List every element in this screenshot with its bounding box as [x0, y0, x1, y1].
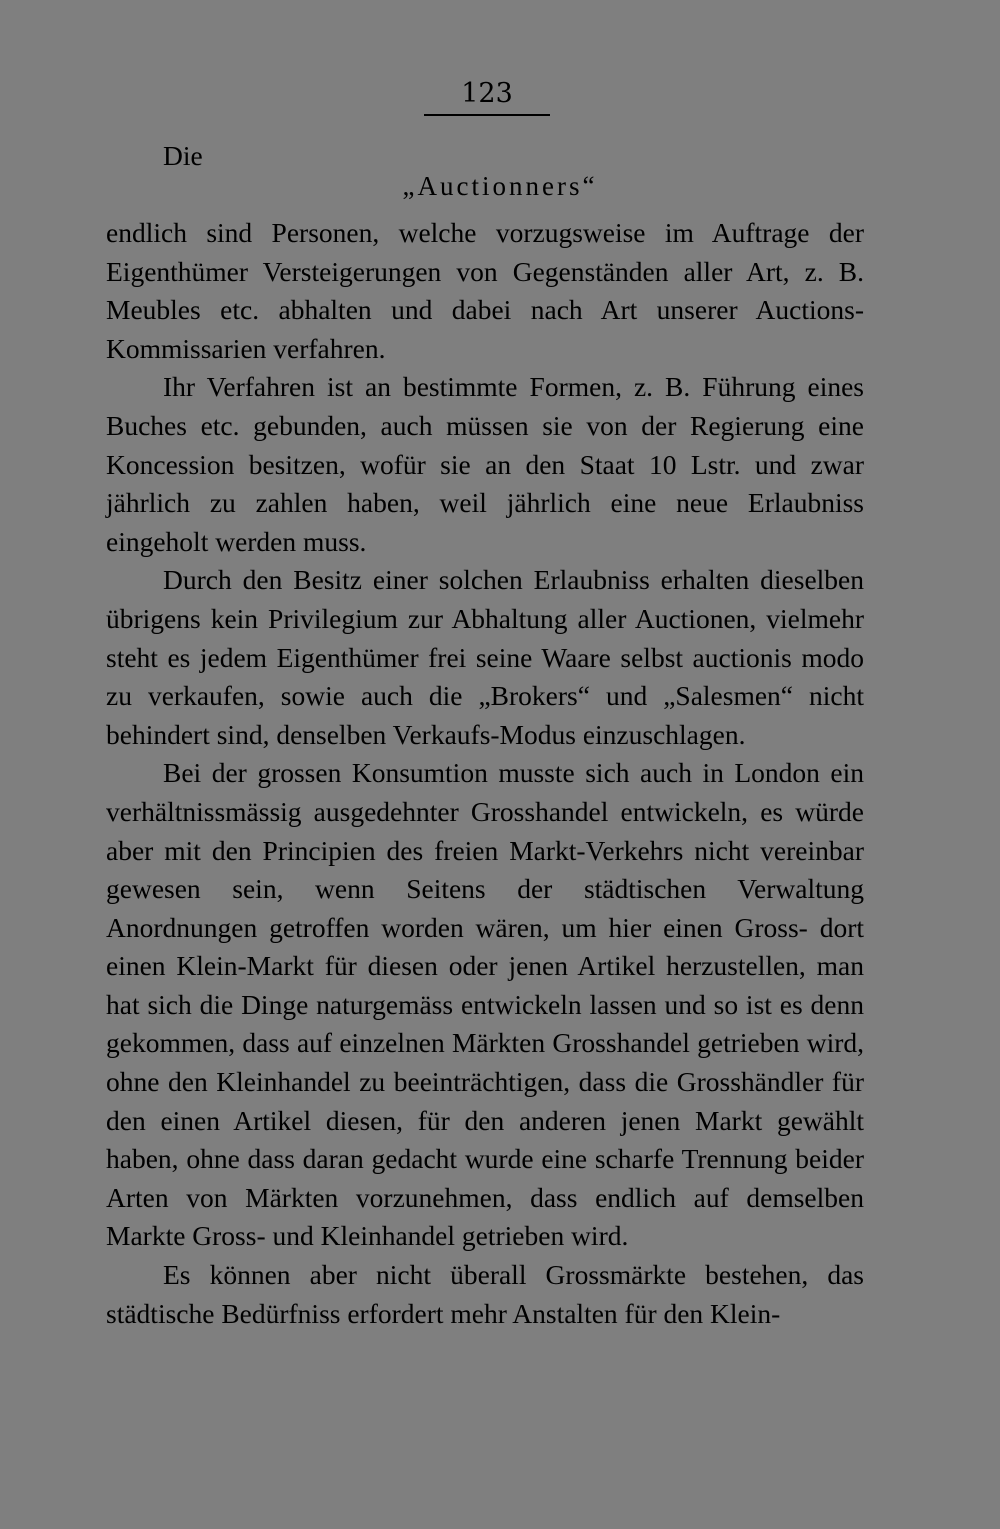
paragraph: Durch den Besitz einer solchen Erlaubniss erhalten dieselben übrigens kein Privilegium zur Abhaltung aller Auctionen, vielmehr steht es jedem Eigenthümer frei seine Waare selbst auctionis modo zu verkaufen, sowie auch die „Brokers“ und „Salesmen“ nicht behindert sind, denselben Verkaufs-Modus einzuschlagen. — [106, 564, 864, 750]
section-heading: „Auctionners“ — [402, 171, 598, 201]
paragraph: Es können aber nicht überall Grossmärkte bestehen, das städtische Bedürfniss erfordert mehr Anstalten für den Klein- — [106, 1259, 864, 1329]
body-text — [106, 214, 864, 1333]
paragraph: Ihr Verfahren ist an bestimmte Formen, z. B. Führung eines Buches etc. gebunden, auch müssen sie von der Regierung eine Koncession besitzen, wofür sie an den Staat 10 Lstr. und zwar jährlich zu zahlen haben, weil jährlich eine neue Erlaubniss eingeholt werden muss. — [106, 371, 864, 557]
paragraph: endlich sind Personen, welche vorzugsweise im Auftrage der Eigenthümer Versteigerungen von Gegenständen aller Art, z. B. Meubles etc. abhalten und dabei nach Art unserer Auctions-Kommissarien verfahren. — [106, 217, 864, 364]
page-number: 123 — [424, 78, 550, 116]
paragraph: Bei der grossen Konsumtion musste sich auch in London ein verhältnissmässig ausgedehnter Grosshandel entwickeln, es würde aber mit den Principien des freien Markt-Verkehrs nicht vereinbar gewesen sein, wenn Seitens der städtischen Verwaltung Anordnungen getroffen worden wären, um hier einen Gross- dort einen Klein-Markt für diesen oder jenen Artikel herzustellen, man hat sich die Dinge naturgemäss entwickeln lassen und so ist es denn gekommen, dass auf einzelnen Märkten Grosshandel getrieben wird, ohne den Kleinhandel zu beeinträchtigen, dass die Grosshändler für den einen Artikel diesen, für den anderen jenen Markt gewählt haben, ohne dass daran gedacht wurde eine scharfe Trennung beider Arten von Märkten vorzunehmen, dass endlich auf demselben Markte Gross- und Kleinhandel getrieben wird. — [106, 757, 864, 1252]
intro-word: Die — [163, 140, 203, 171]
